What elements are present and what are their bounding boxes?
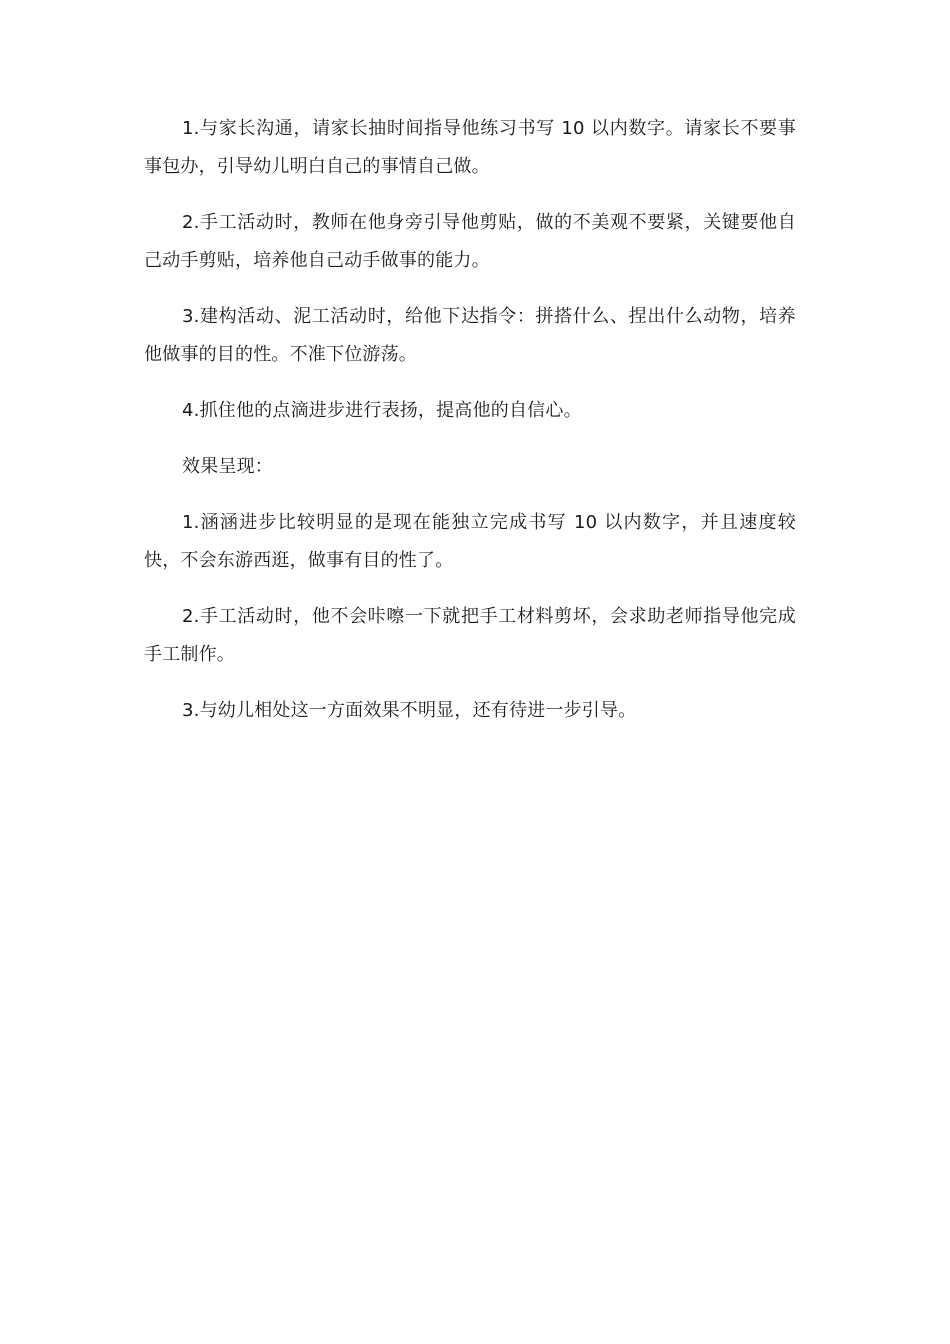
paragraph-effect-1: 1.涵涵进步比较明显的是现在能独立完成书写 10 以内数字，并且速度较快，不会东游西逛，做事有目的性了。 <box>144 512 796 571</box>
paragraph-measure-4: 4.抓住他的点滴进步进行表扬，提高他的自信心。 <box>182 400 582 421</box>
paragraph-measure-3: 3.建构活动、泥工活动时，给他下达指令：拼搭什么、捏出什么动物，培养他做事的目的性。不准下位游荡。 <box>144 306 796 365</box>
document-body <box>144 110 796 748</box>
section-heading-effect: 效果呈现： <box>182 456 273 477</box>
paragraph-effect-3: 3.与幼儿相处这一方面效果不明显，还有待进一步引导。 <box>182 700 637 721</box>
paragraph-measure-1: 1.与家长沟通，请家长抽时间指导他练习书写 10 以内数字。请家长不要事事包办，引导幼儿明白自己的事情自己做。 <box>144 118 796 177</box>
paragraph-effect-2: 2.手工活动时，他不会咔嚓一下就把手工材料剪坏，会求助老师指导他完成手工制作。 <box>144 606 796 665</box>
paragraph-measure-2: 2.手工活动时，教师在他身旁引导他剪贴，做的不美观不要紧，关键要他自己动手剪贴，培养他自己动手做事的能力。 <box>144 212 796 271</box>
